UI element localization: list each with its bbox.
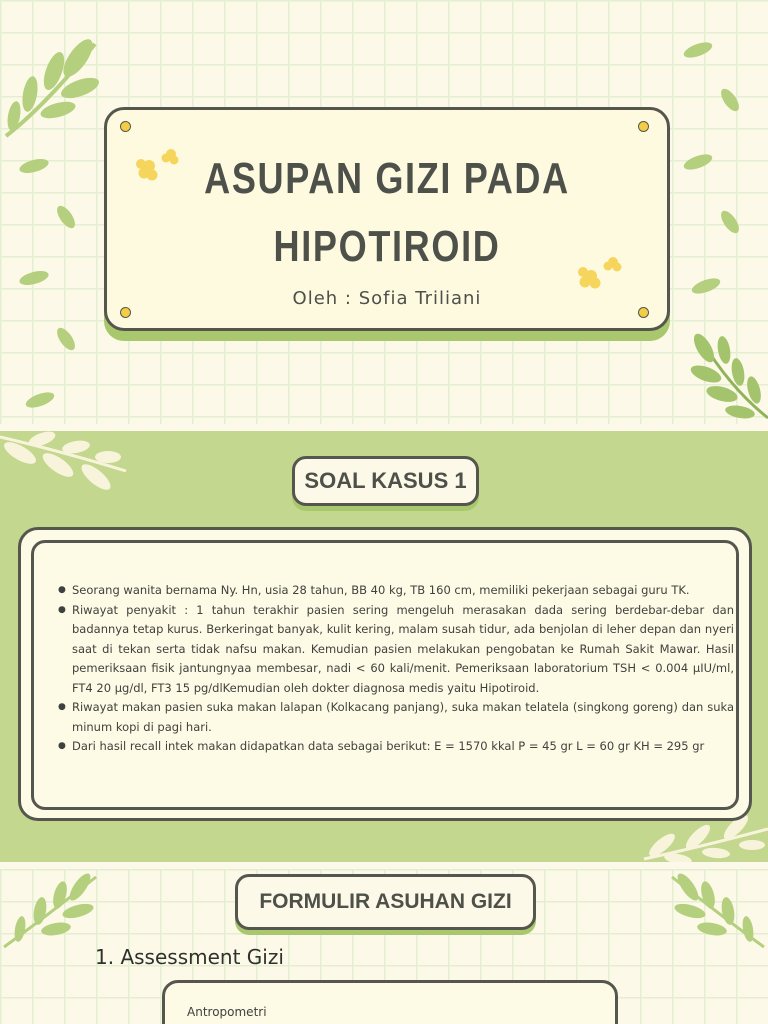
leaf-branch-icon bbox=[0, 36, 110, 146]
case-card-inner bbox=[31, 540, 739, 810]
pin-dot bbox=[638, 121, 649, 132]
section-title: Assessment Gizi bbox=[120, 945, 284, 969]
leaf-icon bbox=[720, 208, 740, 236]
list-item: ● Riwayat makan pasien suka makan lalapan (Kolkacang panjang), suka makan telatela (singkong goreng) dan suka minum kopi di pagi hari. bbox=[56, 698, 734, 737]
case-list bbox=[56, 581, 734, 757]
form-slide bbox=[0, 869, 768, 1024]
leaf-icon bbox=[56, 203, 76, 231]
leaf-branch-icon bbox=[0, 431, 130, 491]
leaf-icon bbox=[18, 268, 50, 288]
antropometri-label: Antropometri bbox=[187, 1005, 267, 1019]
leaf-icon bbox=[682, 40, 714, 60]
leaf-branch-icon bbox=[640, 819, 768, 862]
leaf-branch-icon bbox=[0, 871, 100, 951]
leaf-icon bbox=[18, 156, 50, 176]
leaf-icon bbox=[56, 325, 76, 353]
list-item: ● Seorang wanita bernama Ny. Hn, usia 28 tahun, BB 40 kg, TB 160 cm, memiliki pekerjaan sebagai guru TK. bbox=[56, 581, 734, 601]
case-card bbox=[18, 527, 752, 821]
title-card bbox=[104, 107, 670, 331]
case-heading: SOAL KASUS 1 bbox=[292, 456, 479, 506]
leaf-branch-icon bbox=[680, 328, 768, 424]
pin-dot bbox=[120, 121, 131, 132]
form-heading: FORMULIR ASUHAN GIZI bbox=[235, 874, 536, 930]
section-heading bbox=[95, 945, 284, 969]
list-item: ● Riwayat penyakit : 1 tahun terakhir pasien sering mengeluh merasakan dada sering berdebar-debar dan badannya tetap kurus. Berkeringat banyak, kulit kering, malam susah tidur, ada benjolan di leher depan dan nyeri saat di tekan serta tidak nafsu makan. Kemudian pasien melakukan pengobatan ke Rumah Sakit Mawar. Hasil pemeriksaan fisik jantungnyaa membesar, nadi < 60 kali/menit. Pemeriksaan laboratorium TSH < 0.004 µIU/ml, FT4 20 µg/dl, FT3 15 pg/dlKemudian oleh dokter diagnosa medis yaitu Hipotiroid. bbox=[56, 601, 734, 699]
leaf-icon bbox=[690, 276, 722, 296]
author-line: Oleh : Sofia Triliani bbox=[292, 288, 482, 309]
case-slide bbox=[0, 431, 768, 862]
title-line-1: ASUPAN GIZI PADA bbox=[204, 154, 570, 203]
antropometri-card bbox=[162, 980, 618, 1024]
leaf-icon bbox=[24, 390, 56, 410]
section-number: 1. bbox=[95, 945, 115, 969]
list-item: ● Dari hasil recall intek makan didapatkan data sebagai berikut: E = 1570 kkal P = 45 gr L = 60 gr KH = 295 gr bbox=[56, 737, 734, 757]
leaf-branch-icon bbox=[668, 871, 768, 951]
cover-slide bbox=[0, 0, 768, 424]
title-line-2: HIPOTIROID bbox=[273, 222, 501, 271]
leaf-icon bbox=[720, 86, 740, 114]
leaf-icon bbox=[682, 152, 714, 172]
